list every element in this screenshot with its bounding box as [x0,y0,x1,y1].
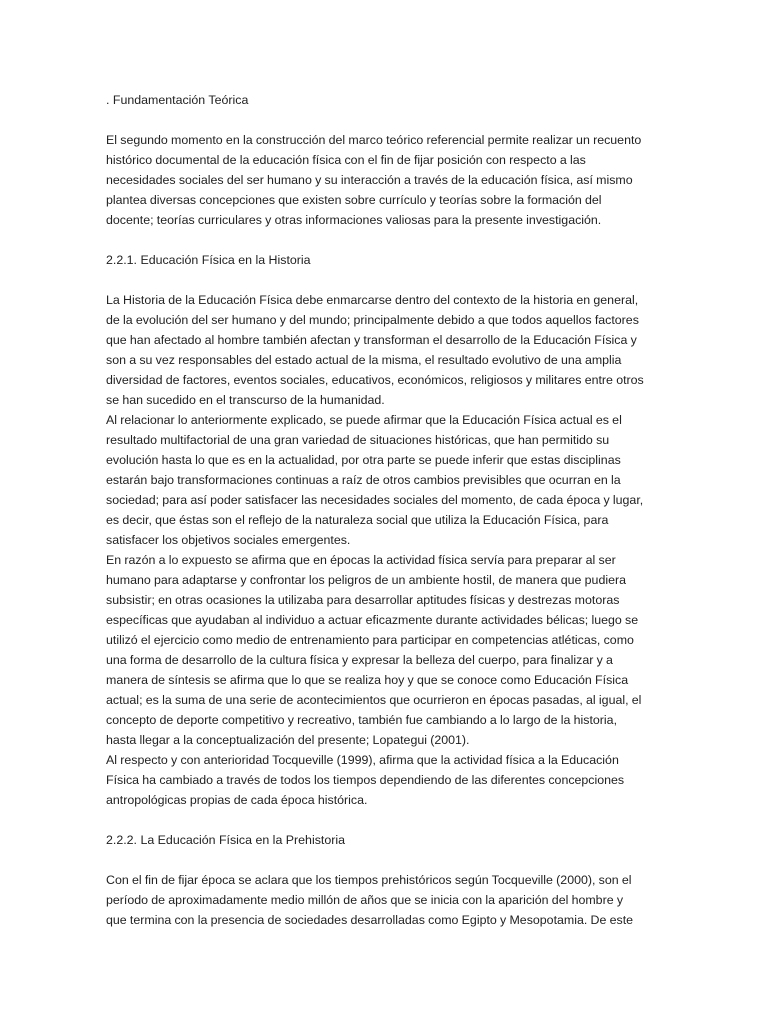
paragraph-line: utilizó el ejercicio como medio de entrenamiento para participar en competencias atléticas, como [106,633,634,647]
paragraph-line: concepto de deporte competitivo y recreativo, también fue cambiando a lo largo de la historia, [106,713,618,727]
paragraph-line: Al relacionar lo anteriormente explicado, se puede afirmar que la Educación Física actual es el [106,413,622,427]
document-title: . Fundamentación Teórica [106,93,249,107]
paragraph-line: que han afectado al hombre también afectan y transforman el desarrollo de la Educación Física y [106,333,637,347]
paragraph-line: de la evolución del ser humano y del mundo; principalmente debido a que todos aquellos factores [106,313,639,327]
paragraph-line: antropológicas propias de cada época histórica. [106,793,368,807]
paragraph-line: histórico documental de la educación física con el fin de fijar posición con respecto a las [106,153,586,167]
section-heading-prehistory: 2.2.2. La Educación Física en la Prehistoria [106,833,345,847]
paragraph-line: satisfacer los objetivos sociales emergentes. [106,533,351,547]
paragraph-line: específicas que ayudaban al individuo a actuar eficazmente durante actividades bélicas; luego se [106,613,639,627]
paragraph-line: Al respecto y con anterioridad Tocqueville (1999), afirma que la actividad física a la Educación [106,753,619,767]
paragraph-line: La Historia de la Educación Física debe enmarcarse dentro del contexto de la historia en general, [106,293,639,307]
intro-paragraph [106,130,666,230]
paragraph-line: sociedad; para así poder satisfacer las necesidades sociales del momento, de cada época y lugar, [106,493,644,507]
paragraph-line: humano para adaptarse y confrontar los peligros de un ambiente hostil, de manera que pudiera [106,573,627,587]
section-heading-history: 2.2.1. Educación Física en la Historia [106,253,311,267]
paragraph-line: resultado multifactorial de una gran variedad de situaciones históricas, que han permitido su [106,433,610,447]
paragraph-line: necesidades sociales del ser humano y su interacción a través de la educación física, así mismo [106,173,633,187]
paragraph-line: una forma de desarrollo de la cultura física y expresar la belleza del cuerpo, para finalizar y a [106,653,613,667]
paragraph-line: estarán bajo transformaciones continuas a raíz de otros cambios previsibles que ocurran en la [106,473,621,487]
paragraph-line: diversidad de factores, eventos sociales, educativos, económicos, religiosos y militares entre otros [106,373,644,387]
section-history-body [106,290,666,810]
paragraph-line: subsistir; en otras ocasiones la utilizaba para desarrollar aptitudes físicas y destrezas motoras [106,593,620,607]
paragraph-line: Con el fin de fijar época se aclara que los tiempos prehistóricos según Tocqueville (2000), son el [106,873,632,887]
paragraph-line: plantea diversas concepciones que existen sobre currículo y teorías sobre la formación del [106,193,602,207]
paragraph-line: son a su vez responsables del estado actual de la misma, el resultado evolutivo de una amplia [106,353,622,367]
paragraph-line: En razón a lo expuesto se afirma que en épocas la actividad física servía para preparar al ser [106,553,616,567]
paragraph-line: que termina con la presencia de sociedades desarrolladas como Egipto y Mesopotamia. De este [106,913,634,927]
paragraph-line: El segundo momento en la construcción del marco teórico referencial permite realizar un recuento [106,133,642,147]
paragraph-line: evolución hasta lo que es en la actualidad, por otra parte se puede inferir que estas disciplinas [106,453,621,467]
paragraph-line: se han sucedido en el transcurso de la humanidad. [106,393,385,407]
paragraph-line: período de aproximadamente medio millón de años que se inicia con la aparición del hombre y [106,893,624,907]
paragraph-line: hasta llegar a la conceptualización del presente; Lopategui (2001). [106,733,470,747]
paragraph-line: actual; es la suma de una serie de acontecimientos que ocurrieron en épocas pasadas, al igual, el [106,693,642,707]
paragraph-line: docente; teorías curriculares y otras informaciones valiosas para la presente investigación. [106,213,602,227]
section-prehistory-body [106,870,666,930]
paragraph-line: manera de síntesis se afirma que lo que se realiza hoy y que se conoce como Educación Física [106,673,629,687]
paragraph-line: Física ha cambiado a través de todos los tiempos dependiendo de las diferentes concepciones [106,773,625,787]
paragraph-line: es decir, que éstas son el reflejo de la naturaleza social que utiliza la Educación Física, para [106,513,609,527]
